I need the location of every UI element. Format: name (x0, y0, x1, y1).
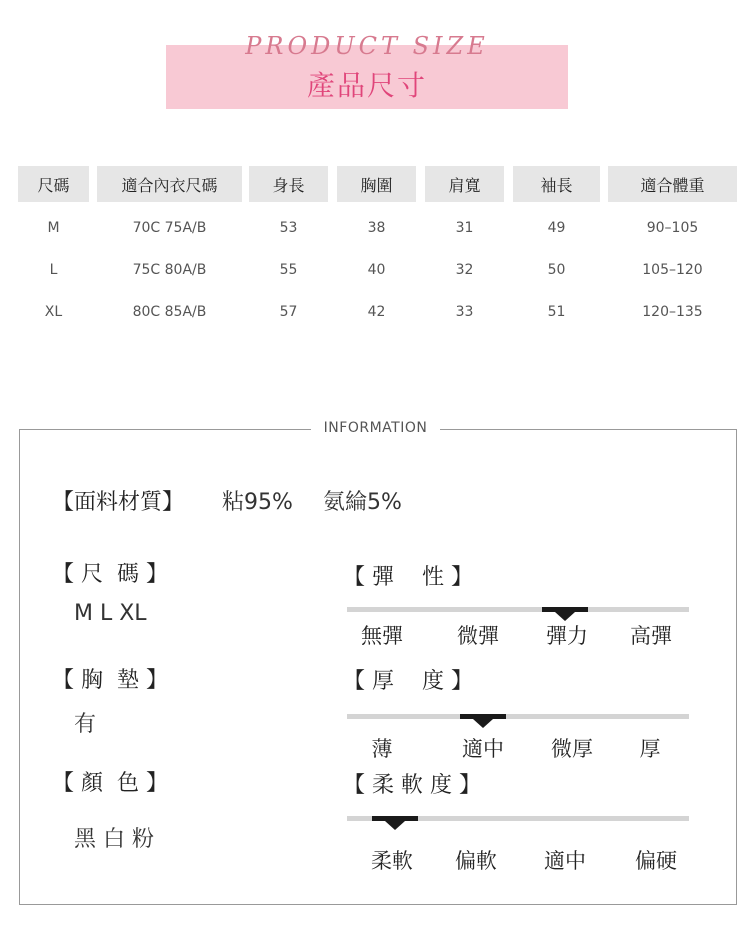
table-header-bust: 胸圍 (337, 166, 416, 202)
table-header-size: 尺碼 (18, 166, 89, 202)
elasticity-label: 【 彈 性 】 (343, 565, 473, 590)
thickness-scale-track (347, 714, 689, 719)
table-header-shoulder: 肩寬 (425, 166, 504, 202)
thickness-label: 【 厚 度 】 (343, 669, 473, 694)
table-header-length: 身長 (249, 166, 328, 202)
table-header-weight: 適合體重 (608, 166, 737, 202)
elasticity-option: 高彈 (630, 624, 672, 648)
table-cell: 40 (367, 262, 386, 278)
table-cell: 31 (455, 220, 474, 236)
thickness-option: 微厚 (551, 737, 593, 761)
softness-option: 適中 (544, 849, 586, 873)
divider (19, 429, 311, 430)
softness-scale-marker (372, 816, 418, 821)
elasticity-option: 彈力 (546, 624, 588, 648)
table-cell: M (47, 220, 60, 236)
thickness-option: 適中 (462, 737, 504, 761)
table-cell: 70C 75A/B (132, 220, 207, 236)
table-cell: 32 (455, 262, 474, 278)
table-cell: XL (44, 304, 63, 320)
material-label: 【面料材質】 (52, 490, 185, 515)
table-cell: 55 (279, 262, 298, 278)
elasticity-scale-track (347, 607, 689, 612)
table-cell: 42 (367, 304, 386, 320)
title-chinese: 產品尺寸 (306, 69, 427, 102)
pad-label: 【 胸 墊 】 (52, 668, 168, 693)
table-cell: 38 (367, 220, 386, 236)
size-label: 【 尺 碼 】 (52, 562, 168, 587)
softness-option: 柔軟 (371, 849, 413, 873)
table-cell: 33 (455, 304, 474, 320)
table-header-bra-size: 適合內衣尺碼 (97, 166, 242, 202)
table-cell: 80C 85A/B (132, 304, 207, 320)
divider (440, 429, 737, 430)
elasticity-scale-marker (542, 607, 588, 612)
pad-value: 有 (74, 712, 97, 737)
color-value: 黑 白 粉 (74, 827, 154, 852)
table-header-sleeve: 袖長 (513, 166, 600, 202)
thickness-scale-marker (460, 714, 506, 719)
information-title: INFORMATION (323, 420, 428, 436)
table-cell: 90–105 (646, 220, 699, 236)
table-cell: 51 (547, 304, 566, 320)
table-cell: 53 (279, 220, 298, 236)
color-label: 【 顏 色 】 (52, 771, 168, 796)
table-cell: 49 (547, 220, 566, 236)
table-cell: 50 (547, 262, 566, 278)
table-cell: 57 (279, 304, 298, 320)
size-value: M L XL (74, 601, 147, 626)
table-cell: 105–120 (642, 262, 703, 278)
material-value-1: 粘95% (222, 490, 293, 515)
thickness-option: 薄 (371, 737, 393, 761)
table-cell: 75C 80A/B (132, 262, 207, 278)
thickness-option: 厚 (639, 737, 661, 761)
softness-option: 偏軟 (455, 849, 497, 873)
softness-option: 偏硬 (635, 849, 677, 873)
title-english: PRODUCT SIZE (245, 32, 489, 60)
softness-label: 【 柔 軟 度 】 (343, 773, 481, 798)
table-cell: 120–135 (642, 304, 703, 320)
elasticity-option: 微彈 (457, 624, 499, 648)
table-cell: L (49, 262, 58, 278)
elasticity-option: 無彈 (361, 624, 403, 648)
material-value-2: 氨綸5% (323, 490, 402, 515)
